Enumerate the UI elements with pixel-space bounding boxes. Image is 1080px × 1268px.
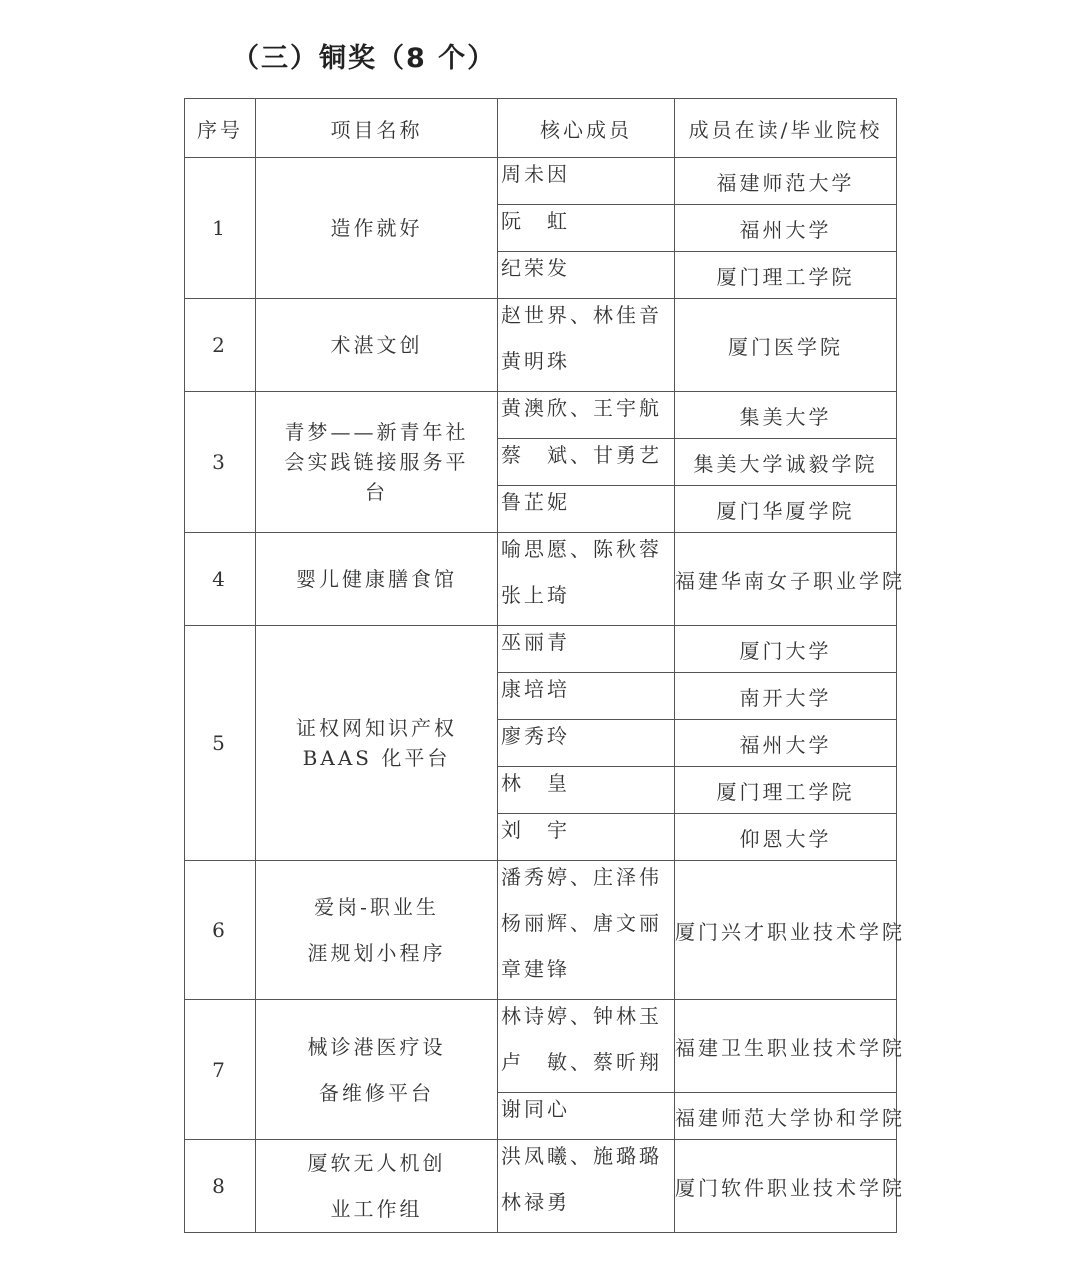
member-line: 纪荣发 [501,256,570,280]
cell-school: 厦门理工学院 [675,767,897,814]
member-line: 巫丽青 [501,630,570,654]
cell-project-name [256,533,498,626]
header-project-name: 项目名称 [256,99,498,158]
cell-no: 5 [185,626,256,861]
cell-no: 6 [185,861,256,1000]
cell-school: 福建师范大学协和学院 [675,1093,897,1140]
cell-no: 3 [185,392,256,533]
table-row [185,626,897,673]
project-name-text: 青梦——新青年社会实践链接服务平台 [284,420,469,504]
member-line: 林诗婷、钟林玉 [501,1004,662,1028]
table-header-row [185,99,897,158]
member-line: 刘 宇 [501,818,570,842]
member-line: 林 皇 [501,771,570,795]
cell-members [498,439,675,486]
cell-members [498,720,675,767]
member-line: 谢同心 [501,1097,570,1121]
project-name-text: 术湛文创 [330,333,423,357]
cell-members [498,626,675,673]
cell-no: 8 [185,1140,256,1233]
cell-school: 南开大学 [675,673,897,720]
cell-school: 集美大学 [675,392,897,439]
cell-no: 4 [185,533,256,626]
cell-school: 福州大学 [675,720,897,767]
cell-school: 仰恩大学 [675,814,897,861]
member-line: 潘秀婷、庄泽伟 [501,865,662,889]
cell-members [498,392,675,439]
member-line: 蔡 斌、甘勇艺 [501,443,662,467]
cell-school: 福建卫生职业技术学院 [675,1000,897,1093]
cell-school: 厦门理工学院 [675,252,897,299]
cell-members [498,767,675,814]
cell-no: 1 [185,158,256,299]
cell-members [498,1000,675,1093]
cell-project-name [256,1140,498,1233]
table-row [185,299,897,392]
cell-school: 厦门软件职业技术学院 [675,1140,897,1233]
member-line: 章建锋 [501,957,570,981]
cell-members [498,252,675,299]
header-no: 序号 [185,99,256,158]
cell-members [498,486,675,533]
project-name-text: 证权网知识产权 BAAS 化平台 [296,716,457,770]
cell-project-name [256,626,498,861]
cell-members [498,533,675,626]
member-line: 林禄勇 [501,1190,570,1214]
cell-project-name [256,1000,498,1140]
table-row [185,392,897,439]
cell-school: 福建师范大学 [675,158,897,205]
member-line: 卢 敏、蔡昕翔 [501,1050,662,1074]
project-name-text: 造作就好 [330,216,423,240]
header-school: 成员在读/毕业院校 [675,99,897,158]
bronze-award-table [184,98,905,1233]
cell-members [498,299,675,392]
project-name-text: 爱岗-职业生涯规划小程序 [307,895,446,965]
table-row [185,158,897,205]
cell-project-name [256,392,498,533]
cell-members [498,1093,675,1140]
project-name-text: 械诊港医疗设备维修平台 [307,1034,446,1105]
cell-members [498,1140,675,1233]
cell-members [498,158,675,205]
cell-school: 厦门医学院 [675,299,897,392]
member-line: 黄明珠 [501,349,570,373]
cell-project-name [256,158,498,299]
cell-school: 集美大学诚毅学院 [675,439,897,486]
member-line: 洪凤曦、施璐璐 [501,1144,662,1168]
cell-members [498,673,675,720]
project-name-text: 婴儿健康膳食馆 [296,567,457,591]
member-line: 赵世界、林佳音 [501,303,662,327]
project-name-text: 厦软无人机创业工作组 [307,1151,446,1221]
member-line: 周未因 [501,162,570,186]
cell-project-name [256,861,498,1000]
table-row [185,533,897,626]
cell-members [498,205,675,252]
cell-members [498,861,675,1000]
member-line: 黄澳欣、王宇航 [501,396,662,420]
table-row [185,1140,897,1233]
cell-school: 福建华南女子职业学院 [675,533,897,626]
section-heading: （三）铜奖（8 个） [232,43,497,74]
table-row [185,1000,897,1093]
cell-no: 7 [185,1000,256,1140]
cell-school: 厦门华厦学院 [675,486,897,533]
cell-school: 福州大学 [675,205,897,252]
member-line: 张上琦 [501,583,570,607]
member-line: 喻思愿、陈秋蓉 [501,537,662,561]
member-line: 阮 虹 [501,209,570,233]
cell-school: 厦门兴才职业技术学院 [675,861,897,1000]
table-row [185,861,897,1000]
member-line: 鲁芷妮 [501,490,570,514]
cell-no: 2 [185,299,256,392]
member-line: 杨丽辉、唐文丽 [501,911,662,935]
cell-project-name [256,299,498,392]
member-line: 廖秀玲 [501,724,570,748]
table-body [185,158,905,1233]
header-core-members: 核心成员 [498,99,675,158]
member-line: 康培培 [501,677,570,701]
cell-school: 厦门大学 [675,626,897,673]
cell-members [498,814,675,861]
